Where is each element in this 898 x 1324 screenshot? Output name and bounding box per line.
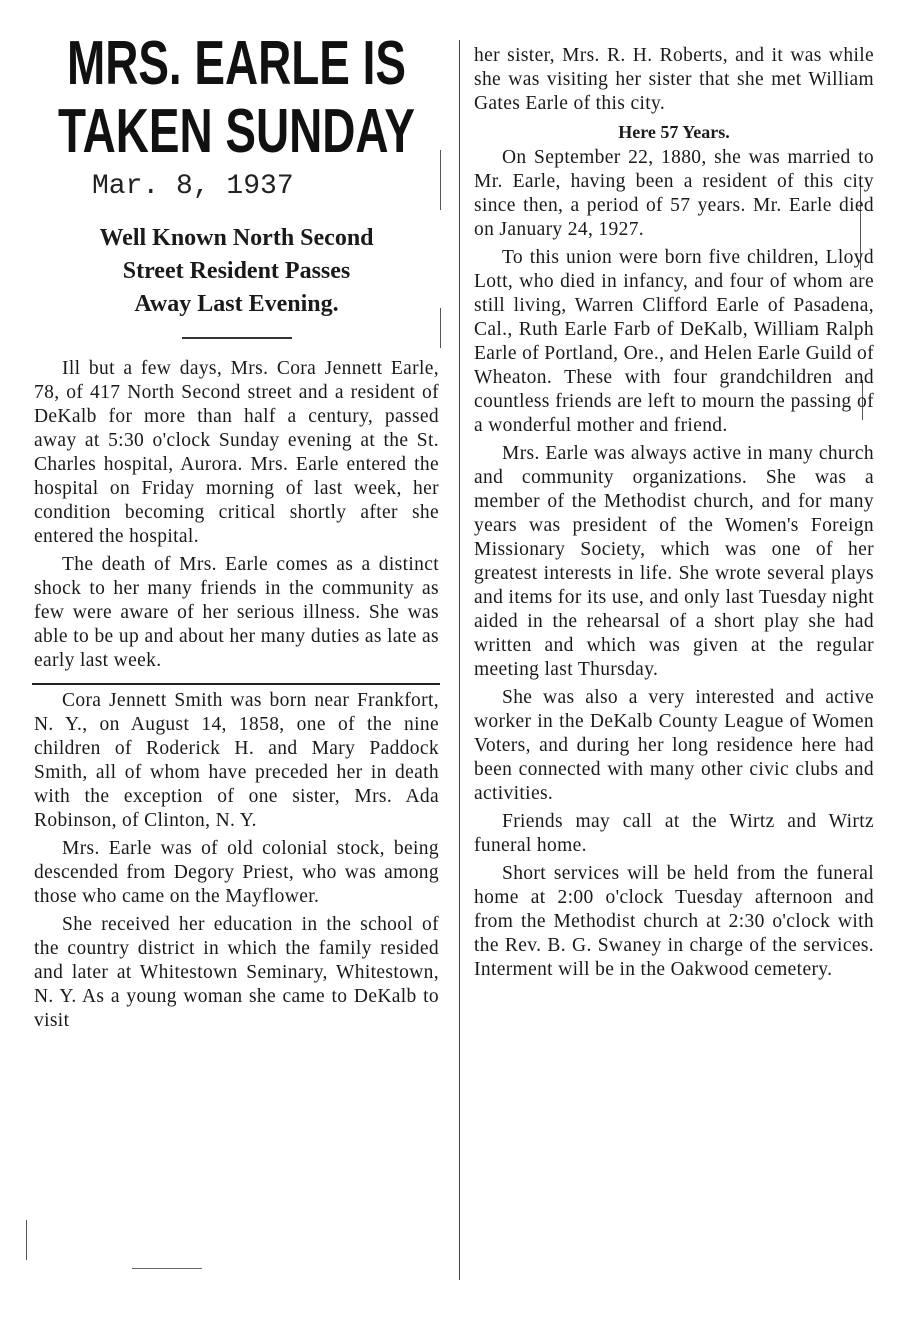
left-column (34, 30, 439, 1037)
bottom-mark (132, 1268, 202, 1269)
paragraph: Ill but a few days, Mrs. Cora Jennett Earle, 78, of 417 North Second street and a resident of DeKalb for more than half a century, passed away at 5:30 o'clock Sunday evening at the St. Charles hospital, Aurora. Mrs. Earle entered the hospital on Friday morning of last week, her condition becoming critical shortly after she entered the hospital. (34, 358, 439, 547)
paragraph: The death of Mrs. Earle comes as a distinct shock to her many friends in the community as few were aware of her serious illness. She was able to be up and about her many duties as late as early last week. (34, 554, 439, 671)
headline (35, 30, 438, 166)
paragraph: She received her education in the school of the country district in which the family resided and later at Whitestown Seminary, Whitestown, N. Y. As a young woman she came to DeKalb to visit (34, 914, 439, 1031)
paragraph-continued: her sister, Mrs. R. H. Roberts, and it was while she was visiting her sister that she met William Gates Earle of this city. (474, 45, 874, 114)
subhead-line-3: Away Last Evening. (134, 291, 339, 317)
headline-line-1: MRS. EARLE IS (66, 29, 407, 98)
edge-mark (440, 308, 441, 348)
headline-line-2: TAKEN SUNDAY (58, 97, 415, 166)
edge-mark (440, 150, 441, 210)
paragraph: On September 22, 1880, she was married to Mr. Earle, having been a resident of this city since then, a period of 57 years. Mr. Earle died on January 24, 1927. (474, 147, 874, 240)
column-divider (459, 40, 460, 1280)
section-title: Here 57 Years. (618, 122, 730, 142)
short-divider (182, 337, 292, 339)
paragraph: Friends may call at the Wirtz and Wirtz funeral home. (474, 811, 874, 856)
right-column (474, 44, 874, 986)
subhead-line-1: Well Known North Second (99, 225, 374, 251)
subheadline (34, 222, 439, 321)
paragraph: To this union were born five children, Lloyd Lott, who died in infancy, and four of whom are still living, Warren Clifford Earle of Pasadena, Cal., Ruth Earle Farb of DeKalb, William Ralph Earle of Portland, Ore., and Helen Earle Guild of Wheaton. These with four grandchildren and countless friends are left to mourn the passing of a wonderful mother and friend. (474, 247, 874, 436)
paragraph: Mrs. Earle was of old colonial stock, being descended from Degory Priest, who was among those who came on the Mayflower. (34, 838, 439, 907)
edge-mark (26, 1220, 27, 1260)
section-divider (32, 683, 440, 685)
paragraph: Cora Jennett Smith was born near Frankfort, N. Y., on August 14, 1858, one of the nine children of Roderick H. and Mary Paddock Smith, all of whom have preceded her in death with the exception of one sister, Mrs. Ada Robinson, of Clinton, N. Y. (34, 690, 439, 831)
date-line: Mar. 8, 1937 (92, 171, 294, 202)
subhead-line-2: Street Resident Passes (122, 258, 351, 284)
paragraph: Mrs. Earle was always active in many church and community organizations. She was a member of the Methodist church, and for many years was president of the Women's Foreign Missionary Society, which was one of her greatest interests in life. She wrote several plays and items for its use, and only last Tuesday night aided in the rehearsal of a short play she had written and which was given at the regular meeting last Thursday. (474, 443, 874, 680)
paragraph: Short services will be held from the funeral home at 2:00 o'clock Tuesday afternoon and from the Methodist church at 2:30 o'clock with the Rev. B. G. Swaney in charge of the services. Interment will be in the Oakwood cemetery. (474, 863, 874, 980)
paragraph: She was also a very interested and active worker in the DeKalb County League of Women Voters, and during her long residence here had been connected with many other civic clubs and activities. (474, 687, 874, 804)
